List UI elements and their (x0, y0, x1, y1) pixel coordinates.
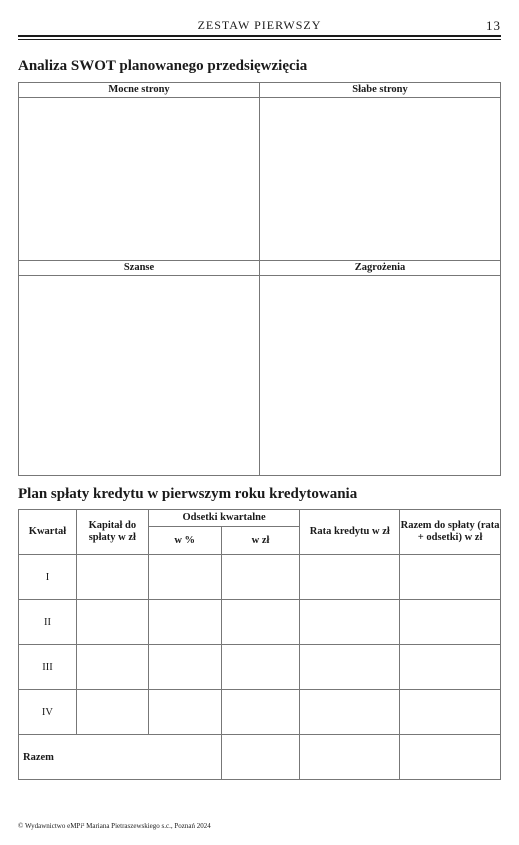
installment-cell[interactable] (300, 555, 400, 600)
page-number: 13 (486, 18, 501, 33)
capital-cell[interactable] (76, 690, 148, 735)
interest-pct-cell[interactable] (148, 600, 221, 645)
swot-strengths-header: Mocne strony (19, 83, 260, 98)
sum-row (19, 735, 501, 780)
capital-cell[interactable] (76, 600, 148, 645)
row-label: III (19, 645, 77, 690)
col-installment-header: Rata kredytu w zł (300, 510, 400, 555)
capital-cell[interactable] (76, 645, 148, 690)
col-capital-header: Kapitał do spłaty w zł (76, 510, 148, 555)
swot-title: Analiza SWOT planowanego przedsięwzięcia (18, 58, 308, 74)
sum-total-cell[interactable] (400, 735, 501, 780)
header-title: ZESTAW PIERWSZY (197, 18, 322, 32)
swot-opportunities-header: Szanse (19, 261, 260, 276)
installment-cell[interactable] (300, 600, 400, 645)
interest-zl-cell[interactable] (221, 645, 300, 690)
total-cell[interactable] (400, 690, 501, 735)
interest-pct-cell[interactable] (148, 690, 221, 735)
table-row (19, 555, 501, 600)
interest-pct-cell[interactable] (148, 555, 221, 600)
swot-table (18, 82, 501, 476)
installment-cell[interactable] (300, 645, 400, 690)
swot-strengths-cell[interactable] (19, 98, 260, 261)
table-row (19, 600, 501, 645)
total-cell[interactable] (400, 555, 501, 600)
plan-title: Plan spłaty kredytu w pierwszym roku kredytowania (18, 486, 358, 502)
swot-threats-cell[interactable] (260, 276, 501, 476)
row-label: I (19, 555, 77, 600)
col-interest-header: Odsetki kwartalne (148, 510, 300, 527)
row-label: II (19, 600, 77, 645)
interest-zl-cell[interactable] (221, 555, 300, 600)
interest-zl-cell[interactable] (221, 690, 300, 735)
repayment-plan-table (18, 509, 501, 780)
running-header (18, 18, 501, 34)
col-interest-zl-header: w zł (221, 527, 300, 555)
col-quarter-header: Kwartał (19, 510, 77, 555)
installment-cell[interactable] (300, 690, 400, 735)
col-interest-pct-header: w % (148, 527, 221, 555)
capital-cell[interactable] (76, 555, 148, 600)
copyright-footer: © Wydawnictwo eMPi² Mariana Pietraszewskiego s.c., Poznań 2024 (18, 822, 211, 830)
table-row (19, 690, 501, 735)
sum-installment-cell[interactable] (300, 735, 400, 780)
header-rule-thick (18, 35, 501, 37)
interest-zl-cell[interactable] (221, 600, 300, 645)
sum-interest-zl-cell[interactable] (221, 735, 300, 780)
swot-weaknesses-cell[interactable] (260, 98, 501, 261)
table-row (19, 645, 501, 690)
interest-pct-cell[interactable] (148, 645, 221, 690)
swot-weaknesses-header: Słabe strony (260, 83, 501, 98)
row-label: IV (19, 690, 77, 735)
swot-threats-header: Zagrożenia (260, 261, 501, 276)
total-cell[interactable] (400, 600, 501, 645)
header-rule-thin (18, 39, 501, 40)
swot-opportunities-cell[interactable] (19, 276, 260, 476)
col-total-header: Razem do spłaty (rata + odsetki) w zł (400, 510, 501, 555)
total-cell[interactable] (400, 645, 501, 690)
sum-label: Razem (19, 735, 222, 780)
